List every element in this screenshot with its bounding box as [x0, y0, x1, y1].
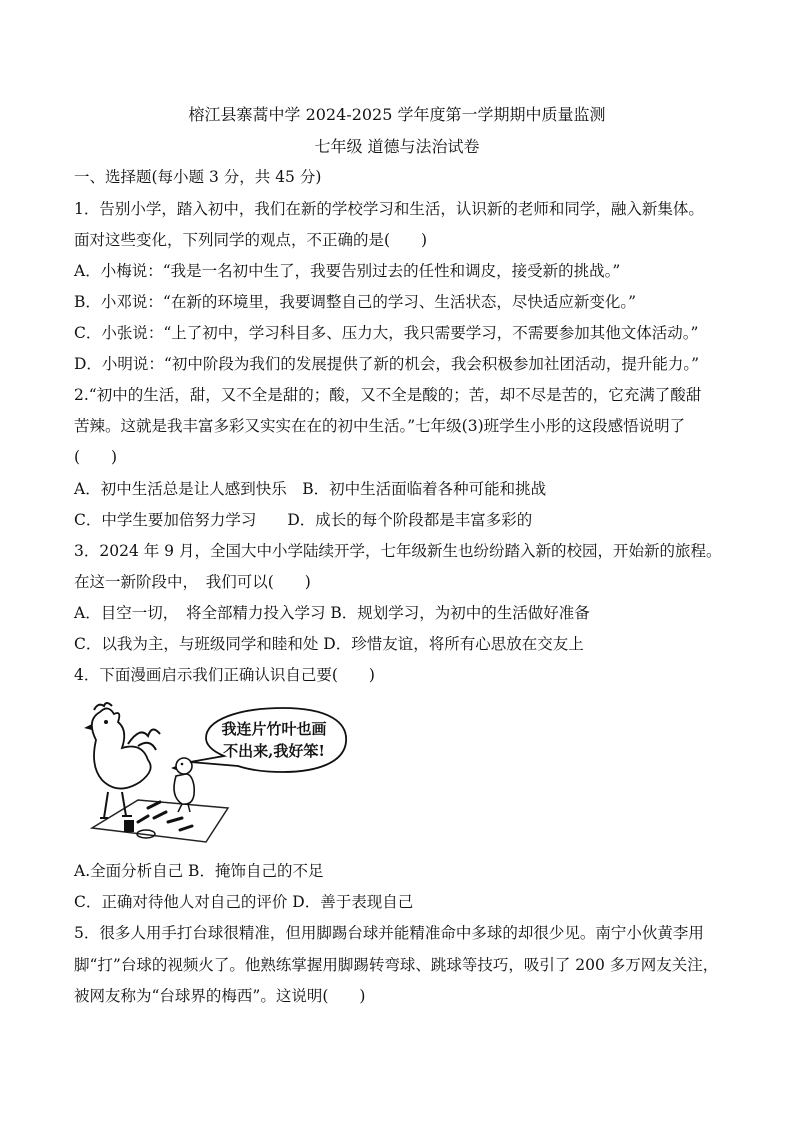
bubble-text-line2: 不出来,我好笨! — [223, 742, 325, 760]
q3-options-ab: A．目空一切， 将全部精力投入学习 B．规划学习，为初中的生活做好准备 — [74, 604, 590, 622]
q1-option-b: B．小邓说：“在新的环境里，我要调整自己的学习、生活状态，尽快适应新变化。” — [74, 293, 636, 311]
q5-stem-line3: 被网友称为“台球界的梅西”。这说明( ) — [74, 987, 366, 1005]
q2-stem-line3: ( ) — [74, 448, 118, 466]
q2-stem-line1: 2.“初中的生活，甜，又不全是甜的；酸，又不全是酸的；苦，却不尽是苦的，它充满了酸甜 — [74, 386, 702, 404]
q4-options-cd: C．正确对待他人对自己的评价 D．善于表现自己 — [74, 893, 414, 911]
q4-options-ab: A.全面分析自己 B．掩饰自己的不足 — [74, 862, 324, 880]
q5-stem-line1: 5．很多人用手打台球很精准，但用脚踢台球并能精准命中多球的却很少见。南宁小伙黄李用 — [74, 924, 704, 942]
q2-stem-line2: 苦辣。这就是我丰富多彩又实实在在的初中生活。”七年级(3)班学生小彤的这段感悟说明了 — [74, 417, 686, 435]
q1-stem-line2: 面对这些变化，下列同学的观点，不正确的是( ) — [74, 231, 428, 249]
q3-options-cd: C．以我为主，与班级同学和睦和处 D．珍惜友谊，将所有心思放在交友上 — [74, 635, 584, 653]
q2-options-ab: A．初中生活总是让人感到快乐 B．初中生活面临着各种可能和挑战 — [74, 480, 547, 498]
q1-option-d: D．小明说：“初中阶段为我们的发展提供了新的机会，我会积极参加社团活动，提升能力。” — [74, 355, 700, 373]
section-heading: 一、选择题(每小题 3 分，共 45 分) — [74, 168, 322, 186]
q2-options-cd: C．中学生要加倍努力学习 D．成长的每个阶段都是丰富多彩的 — [74, 511, 533, 529]
q1-stem-line1: 1．告别小学，踏入初中，我们在新的学校学习和生活，认识新的老师和同学，融入新集体。 — [74, 200, 704, 218]
speech-bubble — [190, 708, 346, 772]
q1-option-c: C．小张说：“上了初中，学习科目多、压力大，我只需要学习，不需要参加其他文体活动。” — [74, 324, 699, 342]
exam-title: 榕江县寨蒿中学 2024-2025 学年度第一学期期中质量监测 — [188, 105, 606, 124]
paper-sheet — [92, 800, 228, 842]
q3-stem-line1: 3．2024 年 9 月，全国大中小学陆续开学，七年级新生也纷纷踏入新的校园，开始新的旅程。 — [74, 542, 722, 560]
cartoon-illustration — [78, 700, 378, 850]
q5-stem-line2: 脚“打”台球的视频火了。他熟练掌握用脚踢转弯球、跳球等技巧，吸引了 200 多万网友关注， — [74, 956, 719, 974]
q4-stem: 4．下面漫画启示我们正确认识自己要( ) — [74, 666, 375, 684]
ink-pot — [124, 820, 134, 832]
bubble-text-line1: 我连片竹叶也画 — [221, 720, 327, 738]
q1-option-a: A．小梅说：“我是一名初中生了，我要告别过去的任性和调皮，接受新的挑战。” — [74, 262, 621, 280]
q3-stem-line2: 在这一新阶段中， 我们可以( ) — [74, 573, 311, 591]
exam-subtitle: 七年级 道德与法治试卷 — [314, 137, 480, 156]
